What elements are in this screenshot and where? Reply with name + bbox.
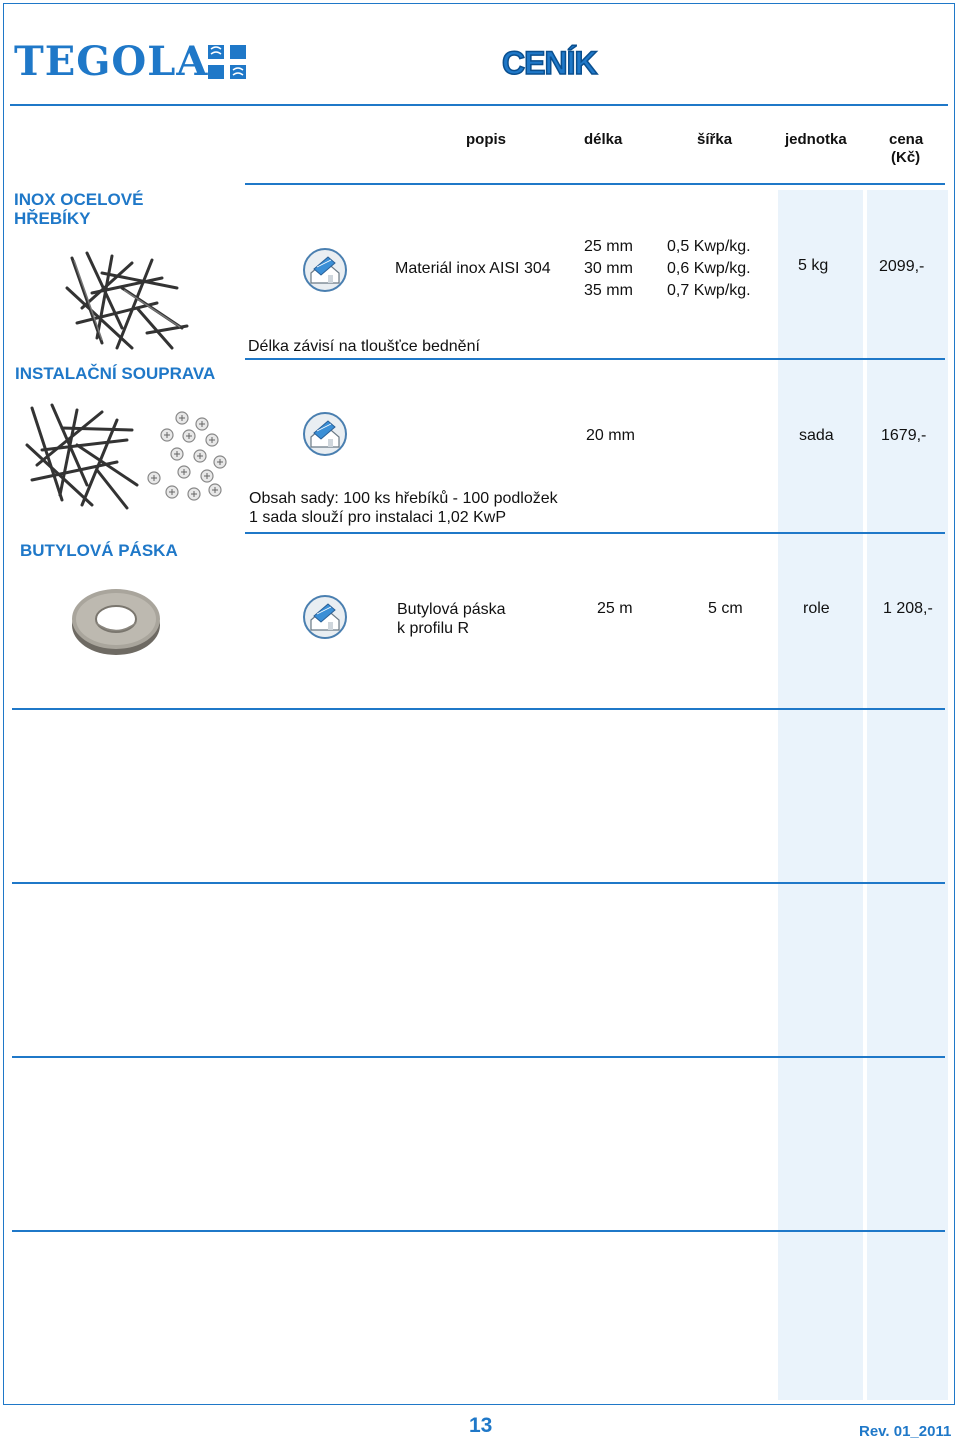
column-header-popis: popis xyxy=(466,131,506,148)
nails-widths xyxy=(667,236,751,302)
section-title-nails: INOX OCELOVÉ HŘEBÍKY xyxy=(14,190,144,228)
house-icon xyxy=(302,411,348,457)
tape-width: 5 cm xyxy=(708,600,743,617)
page-frame xyxy=(3,3,955,1405)
nails-image xyxy=(62,248,192,356)
page-number: 13 xyxy=(469,1414,493,1437)
section-title-kit: INSTALAČNÍ SOUPRAVA xyxy=(15,364,216,383)
brand-logo-icon xyxy=(208,45,246,79)
kit-note: Obsah sady: 100 ks hřebíků - 100 podložek 1 sada slouží pro instalaci 1,02 KwP xyxy=(249,490,558,526)
empty-row-divider xyxy=(12,1230,945,1232)
section-divider-nails xyxy=(245,183,945,185)
tape-unit: role xyxy=(803,600,830,617)
nails-description: Materiál inox AISI 304 xyxy=(395,260,551,277)
kit-unit: sada xyxy=(799,427,834,444)
tape-length: 25 m xyxy=(597,600,633,617)
column-header-cena: cena xyxy=(889,131,924,148)
width-value: 0,6 Kwp/kg. xyxy=(667,260,751,277)
width-value: 0,5 Kwp/kg. xyxy=(667,238,751,255)
brand-logo-text: TEGOLA xyxy=(14,38,209,85)
nails-price: 2099,- xyxy=(879,258,925,275)
tape-price: 1 208,- xyxy=(883,600,933,617)
header-divider xyxy=(10,104,948,106)
kit-price: 1679,- xyxy=(881,427,927,444)
empty-row-divider xyxy=(12,1056,945,1058)
column-header-jednotka: jednotka xyxy=(785,131,847,148)
section-divider-tape xyxy=(245,532,945,534)
column-header-cena-unit: (Kč) xyxy=(891,149,921,166)
tape-description: Butylová páska k profilu R xyxy=(397,601,506,637)
nails-lengths xyxy=(584,236,633,302)
section-divider-kit xyxy=(245,358,945,360)
section-title-tape: BUTYLOVÁ PÁSKA xyxy=(20,541,178,560)
nails-note: Délka závisí na tloušťce bednění xyxy=(248,338,480,355)
empty-row-divider xyxy=(12,708,945,710)
empty-row-divider xyxy=(12,882,945,884)
kit-length: 20 mm xyxy=(586,427,635,444)
column-header-delka: délka xyxy=(584,131,623,148)
length-value: 25 mm xyxy=(584,238,633,255)
nails-unit: 5 kg xyxy=(798,257,829,274)
column-header-sirka: šířka xyxy=(697,131,733,148)
page-title: CENÍK xyxy=(502,45,597,81)
revision-label: Rev. 01_2011 xyxy=(859,1423,952,1440)
length-value: 30 mm xyxy=(584,260,633,277)
length-value: 35 mm xyxy=(584,282,633,299)
house-icon xyxy=(302,247,348,293)
width-value: 0,7 Kwp/kg. xyxy=(667,282,751,299)
house-icon xyxy=(302,594,348,640)
nails-and-washers-image xyxy=(22,400,227,512)
tape-roll-image xyxy=(68,583,164,659)
